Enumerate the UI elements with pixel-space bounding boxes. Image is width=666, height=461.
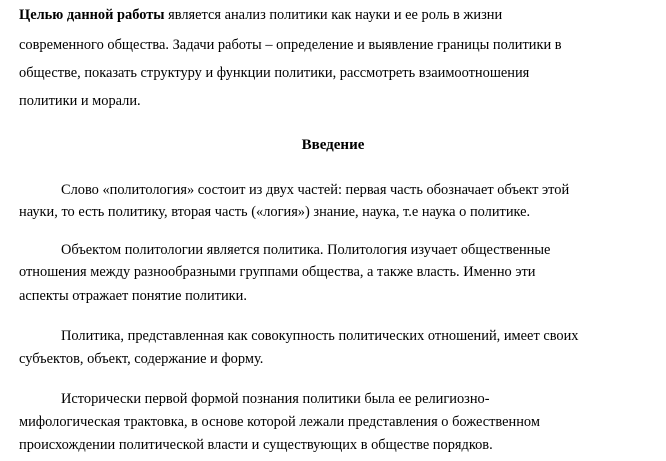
paragraph-2-line-3: аспекты отражает понятие политики. [19, 288, 247, 304]
paragraph-4-line-1: Исторически первой формой познания политики была ее религиозно- [61, 391, 490, 407]
paragraph-1-line-1: Слово «политология» состоит из двух частей: первая часть обозначает объект этой [61, 182, 570, 198]
intro-line-1 [19, 6, 502, 24]
intro-line-2: современного общества. Задачи работы – определение и выявление границы политики в [19, 37, 562, 53]
paragraph-4-line-3: происхождении политической власти и существующих в обществе порядков. [19, 437, 493, 453]
paragraph-2-line-2: отношения между разнообразными группами общества, а также власть. Именно эти [19, 264, 536, 280]
paragraph-4-line-2: мифологическая трактовка, в основе которой лежали представления о божественном [19, 414, 540, 430]
intro-bold-lead: Целью данной работы [19, 7, 165, 23]
intro-line-1-rest: является анализ политики как науки и ее роль в жизни [164, 7, 503, 23]
paragraph-1-line-2: науки, то есть политику, вторая часть («логия») знание, наука, т.е наука о политике. [19, 204, 531, 220]
section-heading: Введение [301, 137, 365, 153]
intro-line-3: обществе, показать структуру и функции политики, рассмотреть взаимоотношения [19, 65, 530, 81]
intro-line-4: политики и морали. [19, 93, 141, 109]
paragraph-3-line-2: субъектов, объект, содержание и форму. [19, 351, 264, 367]
paragraph-2-line-1: Объектом политологии является политика. Политология изучает общественные [61, 242, 551, 258]
paragraph-3-line-1: Политика, представленная как совокупность политических отношений, имеет своих [61, 328, 579, 344]
